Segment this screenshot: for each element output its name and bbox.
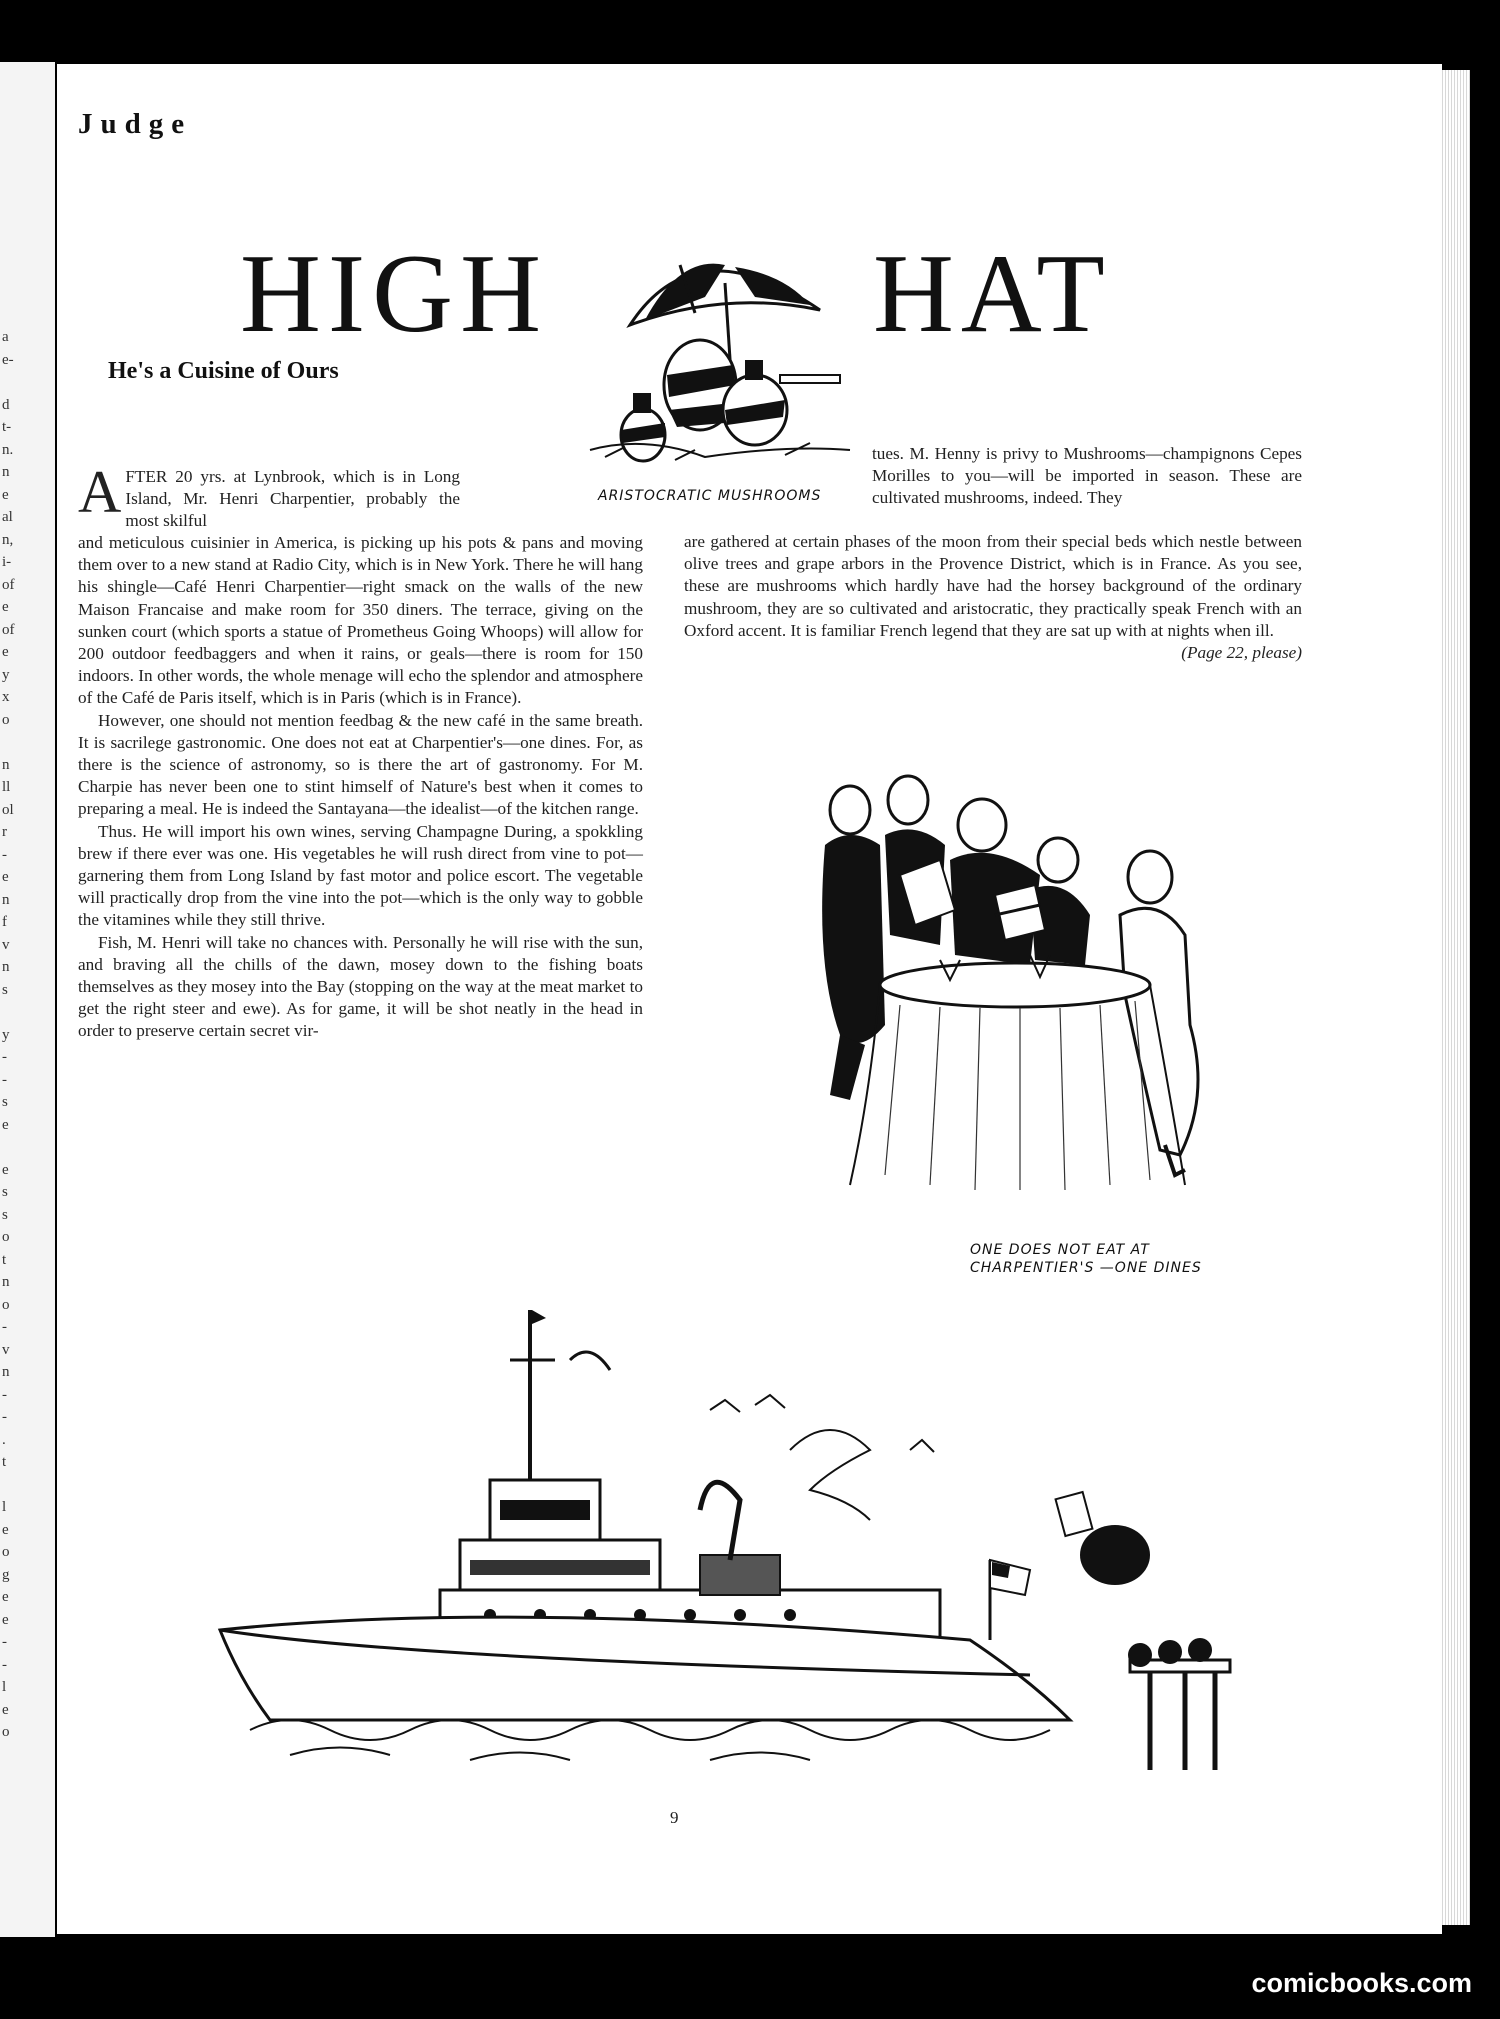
column-1-intro (78, 459, 460, 533)
facing-page-fragment: of (2, 576, 15, 593)
facing-page-fragment: d (2, 396, 10, 413)
facing-page-fragment: e (2, 1161, 9, 1178)
page-stack-edge (1440, 70, 1470, 1925)
title-left: HIGH (240, 232, 548, 356)
magazine-name: Judge (78, 108, 193, 140)
facing-page-fragment: n. (2, 441, 14, 458)
paragraph-1: and meticulous cuisinier in America, is picking up his pots & pans and moving them over to a new stand at Radio City, which is in New York. There he will hang his shingle—Café Henri Charpentier—right smack on the walls of the new Maison Francaise and make room for 350 diners. The terrace, giving on the sunken court (which sports a statue of Prometheus Going Whoops) will allow for 200 outdoor feedbaggers and when it rains, or geals—there is room for 150 indoors. In other words, the whole menage will echo the splendor and atmosphere of the Café de Paris itself, which is in Paris (which is in France). (78, 533, 643, 708)
facing-page-fragment: n (2, 1274, 10, 1290)
facing-page-fragment: n (2, 1364, 10, 1380)
article-subtitle: He's a Cuisine of Ours (108, 358, 339, 384)
facing-page-fragment: l (2, 1679, 7, 1695)
facing-page-fragment: of (2, 621, 15, 638)
facing-page-fragment: v (2, 936, 10, 953)
facing-page-fragment: s (2, 981, 8, 998)
intro-text: FTER 20 yrs. at Lynbrook, which is in Long Island, Mr. Henri Charpentier, probably the most skilful (125, 467, 460, 531)
facing-page-fragment: - (2, 846, 7, 863)
facing-page-fragment: ol (2, 801, 14, 818)
facing-page-fragment: o (2, 711, 10, 728)
facing-page-fragment: al (2, 509, 13, 525)
facing-page-fragment: a (2, 329, 9, 345)
facing-page-fragment: o (2, 1296, 10, 1313)
facing-page-fragment: - (2, 1656, 7, 1673)
facing-page-fragment: e (2, 644, 9, 660)
facing-page-fragment: s (2, 1206, 8, 1223)
facing-page-fragment: e- (2, 351, 14, 368)
facing-page-fragment: n (2, 756, 10, 773)
facing-page-fragment: e (2, 1116, 9, 1133)
facing-page-fragment: t- (2, 419, 12, 435)
facing-page-fragment: e (2, 1701, 9, 1718)
facing-page-fragment: n (2, 959, 10, 975)
diners-caption-line-1: ONE DOES NOT EAT AT (970, 1242, 1150, 1258)
facing-page-fragment: e (2, 1611, 9, 1628)
facing-page-fragment: v (2, 1341, 10, 1358)
facing-page-fragment: n (2, 464, 10, 480)
facing-page-fragment: e (2, 1521, 9, 1538)
title-right: HAT (873, 232, 1112, 356)
facing-page-fragment: s (2, 1094, 8, 1110)
column-2-intro-text: tues. M. Henny is privy to Mushrooms—champignons Cepes Morilles to you—will be imported in season. These are cultivated mushrooms, indeed. They (872, 444, 1302, 508)
facing-page-fragment: - (2, 1409, 7, 1425)
mushroom-caption: ARISTOCRATIC MUSHROOMS (598, 488, 822, 504)
facing-page-fragment: n, (2, 531, 14, 548)
diners-caption-line-2: CHARPENTIER'S —ONE DINES (970, 1260, 1202, 1276)
facing-page-fragment: t (2, 1251, 7, 1268)
paragraph-4: Fish, M. Henri will take no chances with. Personally he will rise with the sun, and braving all the chills of the dawn, mosey down to the fishing boats themselves as they mosey into the Bay (stopping on the way at the meat market to get the right steer and ewe). As for game, it will be shot neatly in the head in order to preserve certain secret vir- (78, 932, 643, 1041)
column-2-text: are gathered at certain phases of the moon from their special beds which nestle between olive trees and grape arbors in the Provence District, which is in France. As you see, these are mushrooms which hardly have had the horsey background of the ordinary mushroom, they are so cultivated and aristocratic, they practically speak French with an Oxford accent. It is familiar French legend that they are sat up with at nights when ill. (684, 532, 1302, 640)
facing-page-fragment: l (2, 1499, 7, 1515)
facing-page-fragment: y (2, 1026, 10, 1043)
facing-page-fragment: e (2, 486, 9, 503)
facing-page-fragment: o (2, 1544, 10, 1560)
facing-page-fragment: - (2, 1386, 7, 1403)
column-1 (78, 532, 643, 1043)
mushroom-illustration (585, 235, 860, 510)
facing-page-fragment: y (2, 666, 10, 683)
facing-page-fragment: e (2, 599, 9, 615)
facing-page-fragment: i- (2, 554, 12, 570)
facing-page-fragment: o (2, 1724, 10, 1740)
facing-page-fragment: - (2, 1634, 7, 1650)
facing-page-fragment: - (2, 1071, 7, 1088)
column-2-intro (872, 443, 1302, 510)
facing-page-fragment: g (2, 1566, 10, 1583)
facing-page-fragment: . (2, 1431, 6, 1448)
facing-page-fragment: r (2, 824, 7, 840)
facing-page-fragment: f (2, 914, 7, 930)
facing-page-fragment: t (2, 1454, 7, 1470)
facing-page-fragment: e (2, 869, 9, 885)
paragraph-2: However, one should not mention feedbag & the new café in the same breath. It is sacrilege gastronomic. One does not eat at Charpentier's—one dines. For, as there is the science of astronomy, so is there the art of gastronomy. For M. Charpie has never been one to stint himself of Nature's best when it comes to preparing a meal. He is indeed the Santayana—the idealist—of the kitchen range. (78, 710, 643, 819)
facing-page-edge (0, 62, 55, 1937)
watermark: comicbooks.com (1251, 1968, 1472, 1998)
continued-note: (Page 22, please) (1181, 643, 1302, 663)
facing-page-fragment: e (2, 1589, 9, 1605)
facing-page-fragment: o (2, 1229, 10, 1245)
facing-page-fragment: - (2, 1049, 7, 1065)
facing-page-fragment: x (2, 689, 10, 705)
facing-page-fragment: n (2, 891, 10, 908)
boat-illustration (210, 1300, 1250, 1800)
page-number: 9 (670, 1808, 679, 1827)
paragraph-3: Thus. He will import his own wines, serving Champagne During, a spokkling brew if there ever was one. His vegetables he will rush direct from vine to pot—garnering them from Long Island by fast motor and police escort. The vegetable will practically drop from the vine into the pot—which is the only way to gobble the vitamines while they still thrive. (78, 821, 643, 930)
facing-page-fragment: ll (2, 779, 11, 795)
drop-cap: A (78, 459, 122, 525)
column-2 (684, 531, 1302, 664)
facing-page-fragment: s (2, 1184, 8, 1200)
diners-illustration (790, 765, 1270, 1235)
facing-page-fragment: - (2, 1319, 7, 1335)
